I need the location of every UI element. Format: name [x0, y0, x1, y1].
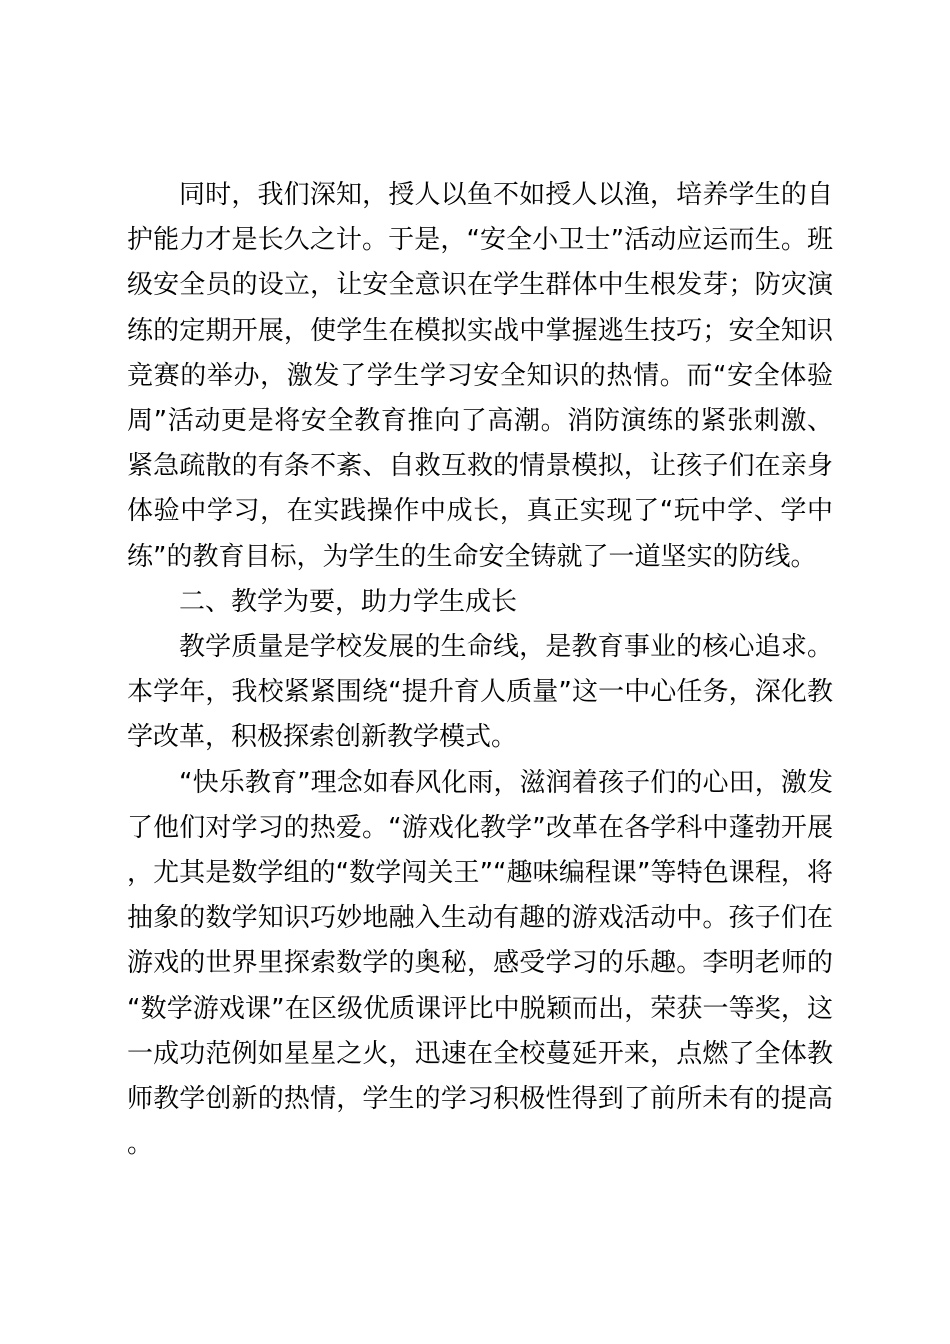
- paragraph-safety-guard: 同时，我们深知，授人以鱼不如授人以渔，培养学生的自护能力才是长久之计。于是，“安全小卫士”活动应运而生。班级安全员的设立，让安全意识在学生群体中生根发芽；防灾演练的定期开展，使学生在模拟实战中掌握逃生技巧；安全知识竞赛的举办，激发了学生学习安全知识的热情。而“安全体验周”活动更是将安全教育推向了高潮。消防演练的紧张刺激、紧急疏散的有条不紊、自救互救的情景模拟，让孩子们在亲身体验中学习，在实践操作中成长，真正实现了“玩中学、学中练”的教育目标，为学生的生命安全铸就了一道坚实的防线。: [127, 180, 833, 572]
- section-heading-teaching: 二、教学为要，助力学生成长: [179, 586, 518, 617]
- paragraph-teaching-quality: 教学质量是学校发展的生命线，是教育事业的核心追求。本学年，我校紧紧围绕“提升育人质量”这一中心任务，深化教学改革，积极探索创新教学模式。: [127, 632, 833, 753]
- paragraph-happy-education: “快乐教育”理念如春风化雨，滋润着孩子们的心田，激发了他们对学习的热爱。“游戏化教学”改革在各学科中蓬勃开展，尤其是数学组的“数学闯关王”“趣味编程课”等特色课程，将抽象的数学知识巧妙地融入生动有趣的游戏活动中。孩子们在游戏的世界里探索数学的奥秘，感受学习的乐趣。李明老师的“数学游戏课”在区级优质课评比中脱颖而出，荣获一等奖，这一成功范例如星星之火，迅速在全校蔓延开来，点燃了全体教师教学创新的热情，学生的学习积极性得到了前所未有的提高。: [127, 767, 833, 1160]
- document-body: [127, 173, 833, 1167]
